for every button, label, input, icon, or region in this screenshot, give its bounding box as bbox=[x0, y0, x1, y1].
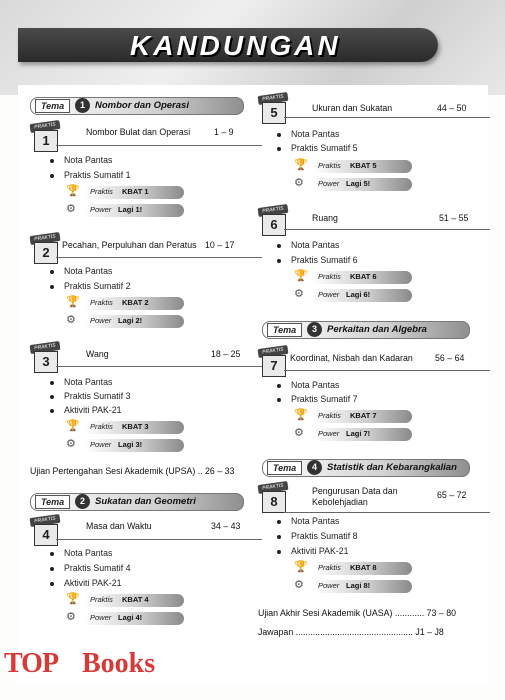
bab-pages: 51 – 55 bbox=[439, 213, 469, 223]
trophy-icon: 🏆 bbox=[294, 270, 308, 282]
divider bbox=[284, 512, 490, 513]
divider bbox=[284, 229, 490, 230]
divider bbox=[56, 145, 262, 146]
pill-power: ⚙ Power Lagi 5! bbox=[312, 178, 412, 191]
pill-power: ⚙ Power Lagi 1! bbox=[84, 204, 184, 217]
page: KANDUNGAN Tema 1 Nombor dan Operasi PRAKTIS 1 Nombor Bulat dan Operasi 1 – 9 Nota Pantas Praktis Sumatif 1 🏆 Praktis KBAT 1 ⚙ Power Lagi 1! PRAKTIS 2 Pecahan, Perpuluhan dan Peratus 10 – 17 Nota Pantas Praktis Sumatif 2 🏆 Praktis KBAT 2 ⚙ Power Lagi 2! PRAKTIS 3 Wang 18 – 25 Nota Pantas Praktis Sumatif 3 Aktiviti PAK-21 🏆 Praktis KBAT 3 ⚙ Power Lagi 3! Ujian Pertengahan Sesi Akademik (UPSA) .. 26 – 33 Tema 2 Sukatan dan Geometri PRAKTIS 4 Masa dan Waktu 34 – 43 Nota Pantas Praktis Sumatif 4 Aktiviti PAK-21 🏆 Praktis KBAT 4 ⚙ Power Lagi 4! PRAKTIS 5 Ukuran dan Sukatan 44 – 50 Nota Pantas Praktis Sumatif 5 🏆 Praktis KBAT 5 ⚙ Power Lagi 5! PRAKTIS 6 Ruang 51 – 55 Nota Pantas Praktis Sumatif 6 🏆 Praktis KBAT 6 ⚙ Power Lagi 6! Tema 3 Perkaitan dan Algebra PRAKTIS 7 Koordinat, Nisbah dan Kadaran 56 – 64 Nota Pantas Praktis Sumatif 7 🏆 Praktis KBAT 7 ⚙ Power Lagi 7! Tema 4 Statistik dan Kebarangkalian PRAKTIS 8 Pengurusan Data dan Kebolehjadian 65 – 72 Nota Pantas Praktis Sumatif 8 Aktiviti PAK-21 🏆 Praktis KBAT 8 ⚙ Power Lagi 8! Ujian Akhir Sesi Akademik (UASA) ............ 73 – 80 Jawapan ................................................ J1 – J8 TOP Books bbox=[0, 0, 505, 700]
bab-pages: 34 – 43 bbox=[211, 521, 241, 531]
pill-kbat: 🏆 Praktis KBAT 1 bbox=[84, 186, 184, 199]
power-icon: ⚙ bbox=[66, 438, 76, 450]
trophy-icon: 🏆 bbox=[66, 185, 80, 197]
bab-tag: PRAKTIS bbox=[258, 345, 289, 358]
bab-pages: 56 – 64 bbox=[435, 353, 465, 363]
bab-title: Masa dan Waktu bbox=[86, 521, 152, 531]
trophy-icon: 🏆 bbox=[294, 409, 308, 421]
bab-pages: 18 – 25 bbox=[211, 349, 241, 359]
bab-tag: PRAKTIS bbox=[30, 514, 61, 527]
logo-books: Books bbox=[82, 648, 156, 679]
bab-tag: PRAKTIS bbox=[30, 341, 61, 354]
bab-tag: PRAKTIS bbox=[30, 232, 61, 245]
power-icon: ⚙ bbox=[294, 288, 304, 300]
trophy-icon: 🏆 bbox=[66, 296, 80, 308]
trophy-icon: 🏆 bbox=[66, 420, 80, 432]
pill-power: ⚙ Power Lagi 6! bbox=[312, 289, 412, 302]
pill-kbat: 🏆 Praktis KBAT 4 bbox=[84, 594, 184, 607]
tema-number: 3 bbox=[307, 322, 322, 337]
pill-power: ⚙ Power Lagi 8! bbox=[312, 580, 412, 593]
trophy-icon: 🏆 bbox=[294, 561, 308, 573]
trophy-icon: 🏆 bbox=[66, 593, 80, 605]
bab-number: 6 bbox=[262, 214, 286, 236]
bab-title-line-2: Kebolehjadian bbox=[312, 497, 368, 507]
page-title: KANDUNGAN bbox=[130, 30, 341, 61]
tema-1-bar bbox=[30, 97, 244, 115]
power-icon: ⚙ bbox=[66, 203, 76, 215]
bab-number: 1 bbox=[34, 130, 58, 152]
pill-kbat: 🏆 Praktis KBAT 8 bbox=[312, 562, 412, 575]
upsa-line: Ujian Pertengahan Sesi Akademik (UPSA) .. 26 – 33 bbox=[30, 466, 235, 476]
jawapan-line: Jawapan ................................................ J1 – J8 bbox=[258, 627, 444, 637]
bab-title: Wang bbox=[86, 349, 109, 359]
tema-number: 2 bbox=[75, 494, 90, 509]
pill-kbat: 🏆 Praktis KBAT 5 bbox=[312, 160, 412, 173]
tema-title: Perkaitan dan Algebra bbox=[327, 324, 427, 335]
power-icon: ⚙ bbox=[294, 427, 304, 439]
power-icon: ⚙ bbox=[294, 579, 304, 591]
bab-title: Ruang bbox=[312, 213, 338, 223]
bab-number: 5 bbox=[262, 102, 286, 124]
bab-tag: PRAKTIS bbox=[258, 481, 289, 494]
bab-tag: PRAKTIS bbox=[258, 204, 289, 217]
pill-kbat: 🏆 Praktis KBAT 2 bbox=[84, 297, 184, 310]
pill-power: ⚙ Power Lagi 4! bbox=[84, 612, 184, 625]
tema-number: 4 bbox=[307, 460, 322, 475]
tema-title: Nombor dan Operasi bbox=[95, 100, 189, 111]
uasa-line: Ujian Akhir Sesi Akademik (UASA) ............ 73 – 80 bbox=[258, 608, 457, 618]
pill-kbat: 🏆 Praktis KBAT 6 bbox=[312, 271, 412, 284]
pill-kbat: 🏆 Praktis KBAT 3 bbox=[84, 421, 184, 434]
bab-number: 7 bbox=[262, 355, 286, 377]
bab-tag: PRAKTIS bbox=[258, 92, 289, 105]
power-icon: ⚙ bbox=[66, 611, 76, 623]
pill-kbat: 🏆 Praktis KBAT 7 bbox=[312, 410, 412, 423]
divider bbox=[56, 257, 262, 258]
bab-title: Koordinat, Nisbah dan Kadaran bbox=[290, 353, 413, 363]
divider bbox=[284, 370, 490, 371]
pill-power: ⚙ Power Lagi 3! bbox=[84, 439, 184, 452]
topbooks-logo bbox=[0, 648, 180, 684]
tema-label: Tema bbox=[35, 99, 70, 113]
divider bbox=[56, 539, 262, 540]
bab-number: 8 bbox=[262, 491, 286, 513]
bab-title: Pengurusan Data dan bbox=[312, 486, 398, 496]
tema-title: Sukatan dan Geometri bbox=[95, 496, 196, 507]
power-icon: ⚙ bbox=[66, 314, 76, 326]
trophy-icon: 🏆 bbox=[294, 159, 308, 171]
bab-number: 3 bbox=[34, 351, 58, 373]
bab-number: 2 bbox=[34, 242, 58, 264]
power-icon: ⚙ bbox=[294, 177, 304, 189]
tema-number: 1 bbox=[75, 98, 90, 113]
bab-pages: 44 – 50 bbox=[437, 103, 467, 113]
divider bbox=[56, 366, 262, 367]
tema-label: Tema bbox=[267, 461, 302, 475]
tema-title: Statistik dan Kebarangkalian bbox=[327, 462, 457, 473]
tema-4-bar bbox=[262, 459, 470, 477]
tema-3-bar bbox=[262, 321, 470, 339]
bab-pages: 1 – 9 bbox=[214, 127, 234, 137]
bab-title: Nombor Bulat dan Operasi bbox=[86, 127, 191, 137]
divider bbox=[284, 117, 490, 118]
bab-title: Pecahan, Perpuluhan dan Peratus bbox=[62, 240, 197, 250]
tema-2-bar bbox=[30, 493, 244, 511]
pill-power: ⚙ Power Lagi 7! bbox=[312, 428, 412, 441]
pill-power: ⚙ Power Lagi 2! bbox=[84, 315, 184, 328]
bab-number: 4 bbox=[34, 524, 58, 546]
bab-tag: PRAKTIS bbox=[30, 120, 61, 133]
bab-pages: 65 – 72 bbox=[437, 490, 467, 500]
logo-top: TOP bbox=[4, 648, 59, 679]
bab-pages: 10 – 17 bbox=[205, 240, 235, 250]
tema-label: Tema bbox=[267, 323, 302, 337]
bab-title: Ukuran dan Sukatan bbox=[312, 103, 393, 113]
tema-label: Tema bbox=[35, 495, 70, 509]
